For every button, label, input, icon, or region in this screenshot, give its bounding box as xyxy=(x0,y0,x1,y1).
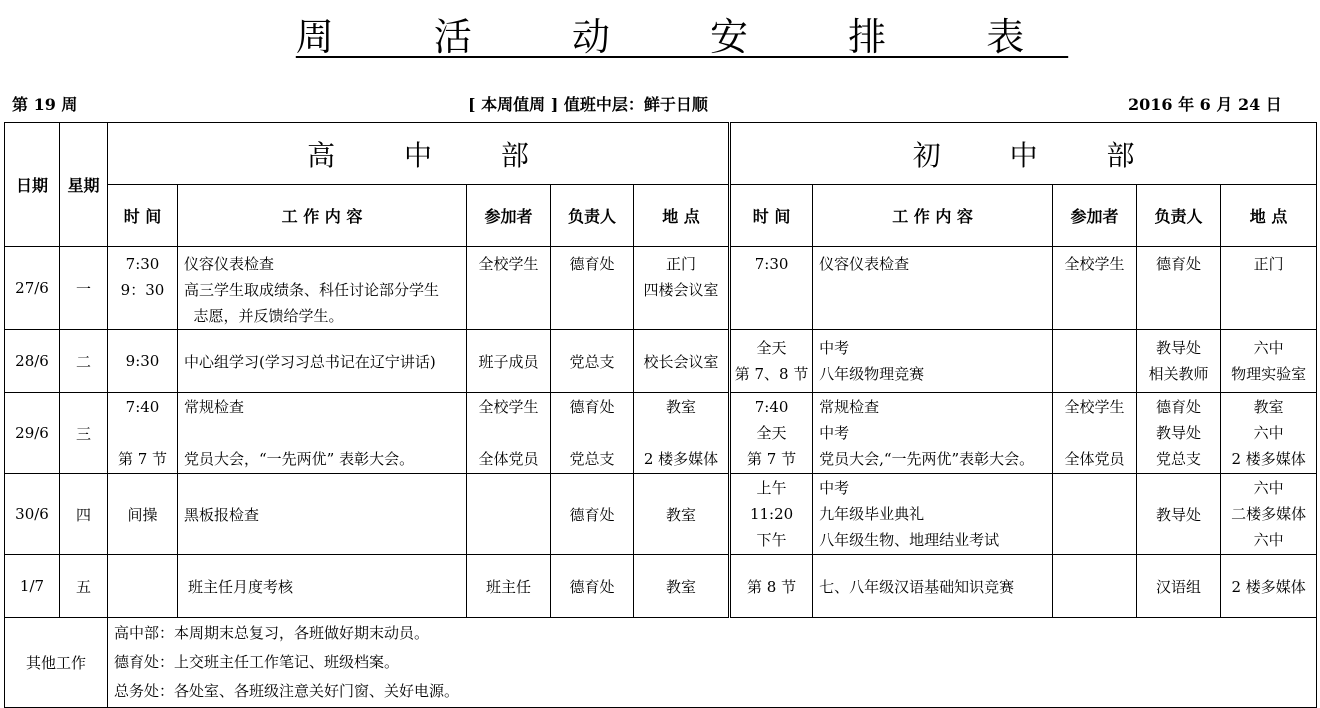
other-work-notes xyxy=(108,618,1317,708)
other-work-row xyxy=(5,618,1317,708)
high-time-cell: 间操 xyxy=(108,474,178,555)
duty-info: [ 本周值周 ] 值班中层：鲜于日顺 xyxy=(468,95,708,114)
junior-participants-cell: 全校学生 xyxy=(1053,247,1137,330)
junior-owner-cell: 德育处 教导处 党总支 xyxy=(1137,393,1221,474)
high-participants-cell: 班主任 xyxy=(467,555,551,618)
date-column-header: 日期 xyxy=(5,123,60,247)
junior-content-header: 工 作 内 容 xyxy=(813,185,1053,247)
row-weekday: 一 xyxy=(60,247,108,330)
row-weekday: 三 xyxy=(60,393,108,474)
high-time-cell xyxy=(108,555,178,618)
high-time-cell: 7:40 第 7 节 xyxy=(108,393,178,474)
junior-owner-cell: 教导处 相关教师 xyxy=(1137,330,1221,393)
junior-content-cell: 常规检查 中考 党员大会,“一先两优”表彰大会。 xyxy=(813,393,1053,474)
junior-participants-cell xyxy=(1053,555,1137,618)
table-row xyxy=(5,247,1317,330)
high-time-cell: 7:30 9：30 xyxy=(108,247,178,330)
high-place-cell: 教室 2 楼多媒体 xyxy=(634,393,730,474)
junior-participants-cell xyxy=(1053,330,1137,393)
junior-participants-header: 参加者 xyxy=(1053,185,1137,247)
high-content-cell: 黑板报检查 xyxy=(178,474,467,555)
high-owner-cell: 德育处 xyxy=(551,555,634,618)
high-place-cell: 正门 四楼会议室 xyxy=(634,247,730,330)
page-title: 周 活 动 安 排 表 xyxy=(295,15,1069,59)
junior-place-header: 地 点 xyxy=(1221,185,1317,247)
junior-place-cell: 教室 六中 2 楼多媒体 xyxy=(1221,393,1317,474)
high-content-header: 工 作 内 容 xyxy=(178,185,467,247)
junior-time-header: 时 间 xyxy=(730,185,813,247)
junior-content-cell: 中考 八年级物理竞赛 xyxy=(813,330,1053,393)
junior-owner-cell: 德育处 xyxy=(1137,247,1221,330)
high-place-header: 地 点 xyxy=(634,185,730,247)
schedule-table xyxy=(4,122,1317,708)
junior-time-cell: 7:30 xyxy=(730,247,813,330)
junior-time-cell: 第 8 节 xyxy=(730,555,813,618)
high-owner-cell: 德育处 党总支 xyxy=(551,393,634,474)
high-participants-cell: 全校学生 xyxy=(467,247,551,330)
high-owner-cell: 党总支 xyxy=(551,330,634,393)
high-content-cell: 中心组学习(学习习总书记在辽宁讲话) xyxy=(178,330,467,393)
high-place-cell: 教室 xyxy=(634,474,730,555)
junior-place-cell: 六中 二楼多媒体 六中 xyxy=(1221,474,1317,555)
junior-time-cell: 全天 第 7、8 节 xyxy=(730,330,813,393)
high-time-cell: 9:30 xyxy=(108,330,178,393)
high-content-cell: 常规检查 党员大会，“一先两优” 表彰大会。 xyxy=(178,393,467,474)
junior-owner-cell: 汉语组 xyxy=(1137,555,1221,618)
high-participants-cell: 班子成员 xyxy=(467,330,551,393)
row-weekday: 二 xyxy=(60,330,108,393)
high-owner-cell: 德育处 xyxy=(551,474,634,555)
table-row xyxy=(5,555,1317,618)
high-participants-header: 参加者 xyxy=(467,185,551,247)
table-row xyxy=(5,330,1317,393)
junior-owner-cell: 教导处 xyxy=(1137,474,1221,555)
junior-time-cell: 7:40 全天 第 7 节 xyxy=(730,393,813,474)
junior-owner-header: 负责人 xyxy=(1137,185,1221,247)
high-time-header: 时 间 xyxy=(108,185,178,247)
issue-date: 2016 年 6 月 24 日 xyxy=(1128,95,1282,114)
high-school-header: 高 中 部 xyxy=(108,123,730,185)
high-content-cell: 仪容仪表检查 高三学生取成绩条、科任讨论部分学生 志愿，并反馈给学生。 xyxy=(178,247,467,330)
high-owner-cell: 德育处 xyxy=(551,247,634,330)
high-participants-cell: 全校学生 全体党员 xyxy=(467,393,551,474)
row-date: 1/7 xyxy=(5,555,60,618)
junior-participants-cell xyxy=(1053,474,1137,555)
week-number: 第 19 周 xyxy=(12,95,78,114)
junior-place-cell: 2 楼多媒体 xyxy=(1221,555,1317,618)
other-work-label: 其他工作 xyxy=(5,618,108,708)
high-content-cell: 班主任月度考核 xyxy=(178,555,467,618)
junior-place-cell: 六中 物理实验室 xyxy=(1221,330,1317,393)
note-item: 德育处：上交班主任工作笔记、班级档案。 xyxy=(114,653,400,671)
row-date: 28/6 xyxy=(5,330,60,393)
junior-content-cell: 七、八年级汉语基础知识竞赛 xyxy=(813,555,1053,618)
junior-content-cell: 仪容仪表检查 xyxy=(813,247,1053,330)
row-weekday: 五 xyxy=(60,555,108,618)
table-row xyxy=(5,393,1317,474)
junior-time-cell: 上午 11:20 下午 xyxy=(730,474,813,555)
weekday-column-header: 星期 xyxy=(60,123,108,247)
junior-place-cell: 正门 xyxy=(1221,247,1317,330)
high-place-cell: 教室 xyxy=(634,555,730,618)
junior-participants-cell: 全校学生 全体党员 xyxy=(1053,393,1137,474)
row-date: 30/6 xyxy=(5,474,60,555)
junior-school-header: 初 中 部 xyxy=(730,123,1317,185)
junior-content-cell: 中考 九年级毕业典礼 八年级生物、地理结业考试 xyxy=(813,474,1053,555)
row-date: 29/6 xyxy=(5,393,60,474)
note-item: 高中部：本周期末总复习，各班做好期末动员。 xyxy=(114,624,430,642)
note-item: 总务处：各处室、各班级注意关好门窗、关好电源。 xyxy=(114,682,460,700)
row-weekday: 四 xyxy=(60,474,108,555)
high-participants-cell xyxy=(467,474,551,555)
table-row xyxy=(5,474,1317,555)
high-owner-header: 负责人 xyxy=(551,185,634,247)
row-date: 27/6 xyxy=(5,247,60,330)
high-place-cell: 校长会议室 xyxy=(634,330,730,393)
